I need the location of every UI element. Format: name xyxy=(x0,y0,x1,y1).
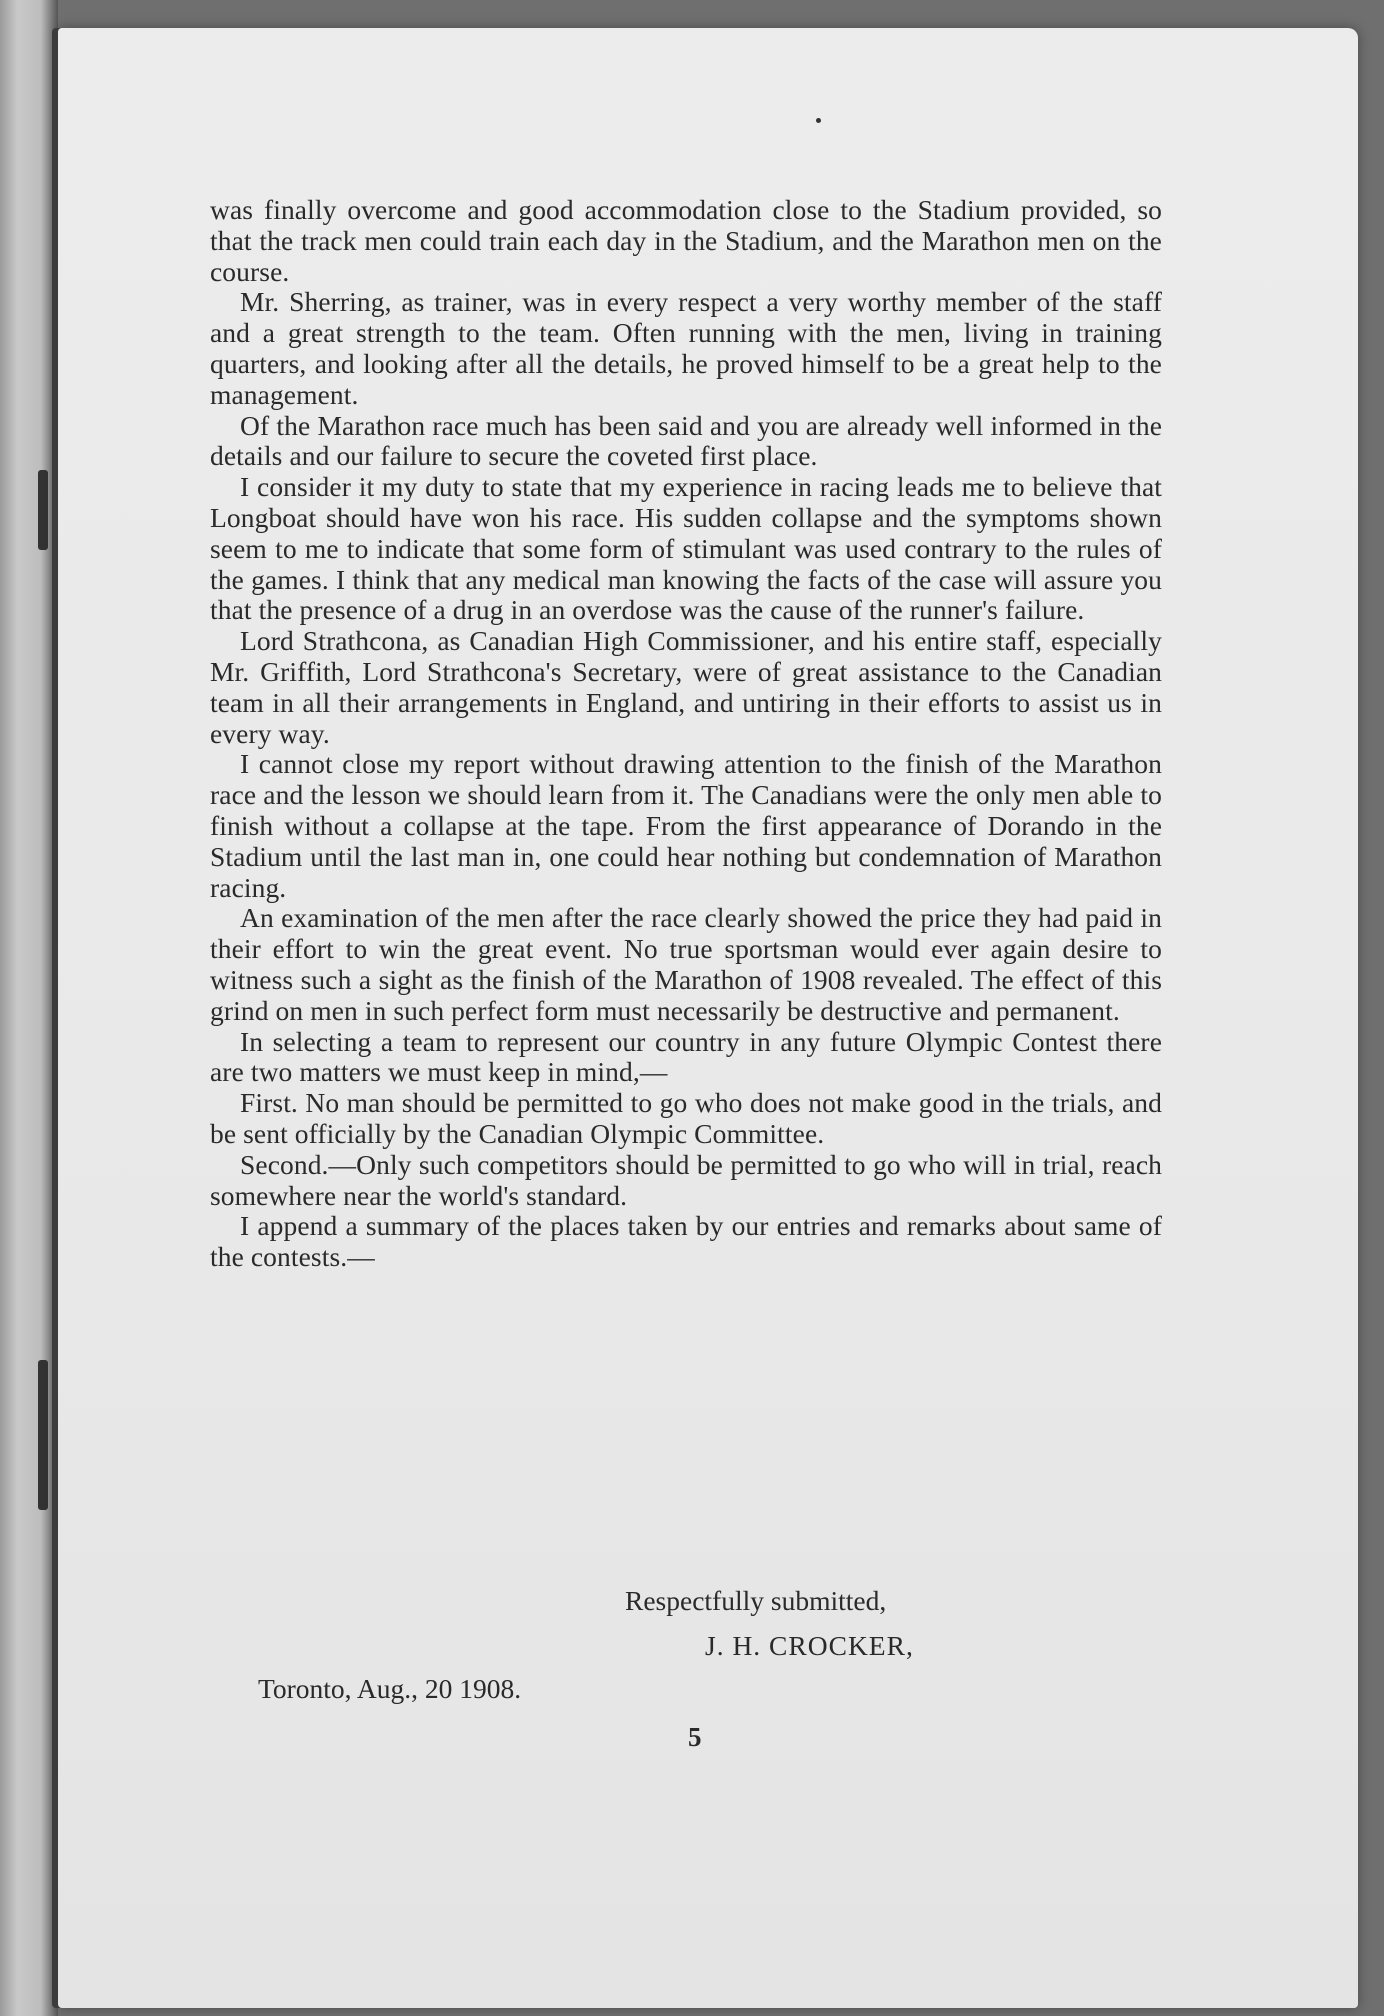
signoff: Respectfully submitted, xyxy=(625,1585,887,1616)
binding-mark xyxy=(38,1360,48,1510)
paragraph: I append a summary of the places taken by our entries and remarks about same of the contests.— xyxy=(210,1210,1162,1273)
binding-mark xyxy=(38,470,48,550)
book-spine xyxy=(0,0,58,2016)
paragraph: Mr. Sherring, as trainer, was in every respect a very worthy member of the staff and a great strength to the team. Often running with the men, living in training quarters, and looking after all the details, he proved himself to be a great help to the management. xyxy=(210,286,1162,410)
paragraph: Second.—Only such competitors should be permitted to go who will in trial, reach somewhere near the world's standard. xyxy=(210,1148,1162,1211)
page-number: 5 xyxy=(688,1722,702,1752)
paragraph: was finally overcome and good accommodation close to the Stadium provided, so that the track men could train each day in the Stadium, and the Marathon men on the course. xyxy=(210,194,1162,287)
body-text xyxy=(210,195,1162,1273)
paragraph: First. No man should be permitted to go who does not make good in the trials, and be sent officially by the Canadian Olympic Committee. xyxy=(210,1087,1162,1149)
paragraph: In selecting a team to represent our country in any future Olympic Contest there are two matters we must keep in mind,— xyxy=(210,1025,1162,1088)
paragraph: Of the Marathon race much has been said and you are already well informed in the details and our failure to secure the coveted first place. xyxy=(210,409,1162,472)
print-speck xyxy=(816,118,821,123)
paragraph: I consider it my duty to state that my experience in racing leads me to believe that Longboat should have won his race. His sudden collapse and the symptoms shown seem to me to indicate that some form of stimulant was used contrary to the rules of the games. I think that any medical man knowing the facts of the case will assure you that the presence of a drug in an overdose was the cause of the runner's failure. xyxy=(210,471,1162,626)
paragraph: Lord Strathcona, as Canadian High Commissioner, and his entire staff, especially Mr. Griffith, Lord Strathcona's Secretary, were of great assistance to the Canadian team in all their arrangements in England, and untiring in their efforts to assist us in every way. xyxy=(210,625,1162,749)
place-date: Toronto, Aug., 20 1908. xyxy=(258,1673,522,1704)
paragraph: I cannot close my report without drawing attention to the finish of the Marathon race and the lesson we should learn from it. The Canadians were the only men able to finish without a collapse at the tape. From the first appearance of Dorando in the Stadium until the last man in, one could hear nothing but condemnation of Marathon racing. xyxy=(210,748,1162,903)
signature: J. H. CROCKER, xyxy=(705,1630,914,1661)
paragraph: An examination of the men after the race clearly showed the price they had paid in their effort to win the great event. No true sportsman would ever again desire to witness such a sight as the finish of the Marathon of 1908 revealed. The effect of this grind on men in such perfect form must necessarily be destructive and permanent. xyxy=(210,902,1162,1026)
